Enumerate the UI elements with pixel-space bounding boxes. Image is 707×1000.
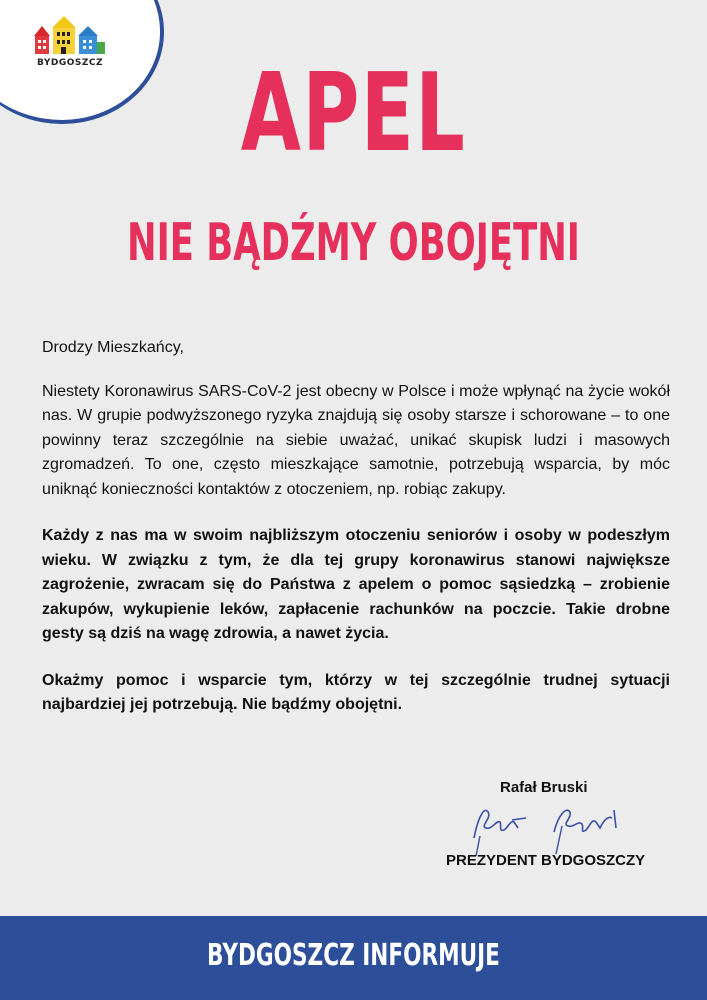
letter-paragraph-2: Każdy z nas ma w swoim najbliższym otoczeniu seniorów i osoby w podeszłym wieku. W związku z tym, że dla tej grupy koronawirus stanowi największe zagrożenie, zwracam się do Państwa z apelem o pomoc sąsiedzką – zrobienie zakupów, wykupienie leków, zapłacenie rachunków na poczcie. Takie drobne gesty są dziś na wagę zdrowia, a nawet życia. [42, 527, 670, 642]
letter-paragraph-3: Okażmy pomoc i wsparcie tym, którzy w tej szczególnie trudnej sytuacji najbardziej jej potrzebują. Nie bądźmy obojętni. [42, 671, 670, 713]
page-subtitle: NIE BĄDŹMY OBOJĘTNI [127, 213, 580, 273]
footer-banner [0, 916, 707, 1000]
footer-text: BYDGOSZCZ INFORMUJE [207, 938, 500, 973]
letter-paragraph-1: Niestety Koronawirus SARS-CoV-2 jest obecny w Polsce i może wpłynąć na życie wokół nas. W grupie podwyższonego ryzyka znajdują się osoby starsze i schorowane – to one powinny teraz szczególnie na siebie uważać, unikać skupisk ludzi i masowych zgromadzeń. To one, często mieszkające samotnie, potrzebują wsparcia, by móc uniknąć konieczności kontaktów z otoczeniem, np. robiąc zakupy. [42, 382, 670, 498]
signer-name: Rafał Bruski [500, 779, 588, 796]
letter-body [42, 336, 670, 740]
logo-text: BYDGOSZCZ [36, 58, 104, 68]
handwritten-signature [466, 798, 636, 858]
letter-greeting: Drodzy Mieszkańcy, [42, 339, 184, 356]
page-title: APEL [240, 51, 467, 176]
signer-title: PREZYDENT BYDGOSZCZY [446, 852, 646, 869]
